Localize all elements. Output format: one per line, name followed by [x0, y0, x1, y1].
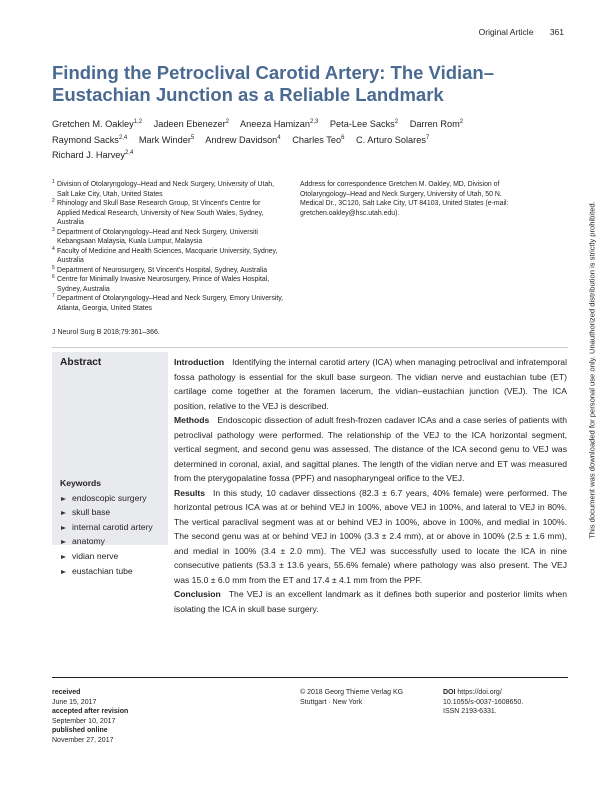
affiliation-text: Department of Otolaryngology–Head and Neck Surgery, Universiti Kebangsaan Malaysia, Kuala Lumpur, Malaysia — [57, 228, 258, 245]
abstract-section — [174, 413, 567, 486]
author-text: Charles Teo — [292, 134, 342, 145]
abstract-section — [174, 587, 567, 616]
publisher-location: Stuttgart · New York — [300, 698, 363, 706]
keyword-item: skull base — [60, 505, 153, 520]
keyword-item: internal carotid artery — [60, 520, 153, 535]
affiliation-num: 1 — [52, 179, 55, 185]
published-label: published online — [52, 727, 108, 734]
abstract-section-text: The VEJ is an excellent landmark as it defines both superior and posterior limits when isolating the ICA in skull base surgery. — [174, 589, 567, 614]
author-name — [205, 135, 280, 145]
publisher-block — [300, 688, 403, 707]
author-affil-sup: 6 — [341, 134, 345, 141]
author-text: Andrew Davidson — [205, 134, 278, 145]
abstract-section — [174, 355, 567, 413]
keyword-item: vidian nerve — [60, 549, 153, 564]
affiliations — [52, 180, 284, 313]
abstract-body — [174, 355, 567, 616]
abstract-section-label: Conclusion — [174, 589, 221, 599]
keyword-item: eustachian tube — [60, 564, 153, 579]
author-text: Jadeen Ebenezer — [153, 119, 226, 129]
abstract-section-text: In this study, 10 cadaver dissections (82.3 ± 6.7 years, 40% female) were performed. The horizontal petrous ICA was at or behind VEJ in 100%, above VEJ in 100%, and lateral to VEJ in 80%. The vertical paraclival segment was at or behind VEJ in 100%, above in 100%, and medial in 100%. The second genu was at or behind VEJ in 100% (3.3 ± 2.4 mm), at or above in 100% (2.5 ± 1.6 mm), and medial in 100% (3.4 ± 2.0 mm). The VEJ was successfully used to locate the ICA in nine consecutive patients (53.3 ± 13.6 years, 55.6% female) where pathology was also present. The VEJ was 15.0 ± 6.0 mm from the ET and 17.4 ± 4.1 mm from the PPF. — [174, 487, 567, 585]
keyword-item: endoscopic surgery — [60, 491, 153, 506]
author-affil-sup: 2 — [394, 118, 399, 125]
author-text: Richard J. Harvey — [52, 150, 126, 160]
affiliation-item — [52, 199, 284, 228]
affiliation-num: 7 — [52, 293, 55, 299]
received-date: June 15, 2017 — [52, 698, 97, 706]
author-name — [240, 119, 318, 129]
affiliation-item — [52, 228, 284, 247]
affiliation-text: Division of Otolaryngology–Head and Neck Surgery, University of Utah, Salt Lake City, Utah, United States — [57, 181, 275, 198]
author-affil-sup: 5 — [190, 134, 195, 141]
running-header — [479, 27, 564, 37]
affiliation-text: Rhinology and Skull Base Research Group, St Vincent's Centre for Applied Medical Research, University of New South Wales, Sydney, Australia — [57, 200, 264, 226]
author-affil-sup: 2 — [459, 118, 464, 125]
author-list — [52, 117, 502, 164]
author-name — [356, 135, 429, 145]
affiliation-text: Centre for Minimally Invasive Neurosurgery, Prince of Wales Hospital, Sydney, Australia — [57, 276, 270, 293]
doi-label: DOI — [443, 689, 456, 696]
author-affil-sup: 2,4 — [118, 134, 128, 141]
article-title: Finding the Petroclival Carotid Artery: The Vidian–Eustachian Junction as a Reliable Landmark — [52, 62, 495, 105]
affiliation-num: 2 — [52, 198, 55, 204]
issn: ISSN 2193-6331. — [443, 708, 497, 715]
keywords-list — [60, 491, 153, 579]
abstract-heading: Abstract — [60, 357, 102, 368]
author-name — [330, 119, 398, 129]
correspondence-address: Address for correspondence Gretchen M. Oakley, MD, Division of Otolaryngology–Head and Neck Surgery, University of Utah, 50 N. Medical Dr., 3C120, Salt Lake City, UT 84103, United States (e-mail: gretchen.oakley@hsc.utah.edu). — [300, 181, 509, 217]
author-text: Peta-Lee Sacks — [329, 119, 395, 129]
accepted-date: September 10, 2017 — [52, 717, 116, 725]
keywords-heading: Keywords — [60, 478, 102, 488]
author-name — [52, 135, 127, 145]
affiliation-num: 5 — [52, 264, 55, 271]
abstract-section-label: Introduction — [174, 357, 225, 367]
affiliation-num: 6 — [52, 274, 55, 280]
author-text: Raymond Sacks — [52, 134, 119, 145]
journal-citation: J Neurol Surg B 2018;79:361–366. — [52, 329, 160, 336]
divider-top — [52, 347, 568, 348]
affiliation-item — [52, 275, 284, 294]
author-text: Aneeza Hamizan — [240, 119, 310, 129]
affiliation-item — [52, 180, 284, 199]
copyright: © 2018 Georg Thieme Verlag KG — [300, 689, 404, 696]
author-name — [292, 135, 344, 145]
author-affil-sup: 1,2 — [133, 118, 143, 125]
page-number: 361 — [549, 27, 564, 37]
author-text: Darren Rom — [409, 119, 460, 129]
doi-value: 10.1055/s-0037-1608650. — [443, 698, 524, 706]
accepted-label: accepted after revision — [52, 708, 129, 715]
author-affil-sup: 2 — [225, 118, 229, 125]
author-affil-sup: 4 — [277, 134, 281, 141]
abstract-section-text: Endoscopic dissection of adult fresh-frozen cadaver ICAs and a case series of patients with petroclival pathology were performed. The relationship of the VEJ to the ICA horizontal segment, vertical segment, and second genu was assessed. The distance of the ICA second genu to VEJ was determined in coronal, axial, and sagittal planes. The length of the vidian nerve and ET was measured from the pterygopalatine fossa (PPF) and nasopharyngeal orifice to the VEJ. — [174, 415, 567, 483]
section-label: Original Article — [478, 27, 534, 37]
author-affil-sup: 2,3 — [310, 118, 319, 125]
dates-block — [52, 688, 128, 745]
affiliation-item — [52, 294, 284, 313]
divider-bottom — [52, 677, 568, 678]
affiliation-num: 3 — [52, 226, 55, 233]
doi-block — [443, 688, 523, 717]
abstract-section-label: Methods — [174, 415, 210, 425]
keywords-block — [60, 476, 153, 578]
abstract-section — [174, 486, 567, 588]
author-name — [52, 119, 142, 129]
affiliation-text: Department of Otolaryngology–Head and Neck Surgery, Emory University, Atlanta, Georgia, United States — [57, 295, 284, 312]
author-text: Gretchen M. Oakley — [52, 119, 134, 129]
author-name — [139, 135, 194, 145]
author-affil-sup: 7 — [425, 134, 430, 141]
author-name — [410, 119, 463, 129]
abstract-section-text: Identifying the internal carotid artery (ICA) when managing petroclival and infratemporal fossa pathology is essential for the skull base surgeon. The vidian nerve and eustachian tube (ET) cartilage come together at the foramen lacerum, the vidian–eustachian junction (VEJ). The ICA position, relative to the VEJ is described. — [174, 357, 567, 411]
keyword-item: anatomy — [60, 534, 153, 549]
author-text: C. Arturo Solares — [355, 134, 426, 145]
published-date: November 27, 2017 — [52, 736, 114, 744]
author-name — [52, 150, 133, 160]
affiliation-item — [52, 266, 284, 276]
abstract-section-label: Results — [174, 487, 206, 498]
affiliation-num: 4 — [52, 245, 55, 252]
affiliation-text: Department of Neurosurgery, St Vincent's Hospital, Sydney, Australia — [57, 266, 268, 274]
affiliation-item — [52, 247, 284, 266]
author-affil-sup: 2,4 — [125, 149, 134, 156]
doi-url[interactable]: https://doi.org/ — [457, 689, 502, 696]
author-text: Mark Winder — [138, 134, 191, 145]
affiliation-text: Faculty of Medicine and Health Sciences, Macquarie University, Sydney, Australia — [57, 247, 278, 264]
side-notice-text: This document was downloaded for personal use only. Unauthorized distribution is strictly prohibited. — [587, 201, 597, 539]
author-name — [154, 119, 229, 129]
received-label: received — [52, 689, 81, 696]
